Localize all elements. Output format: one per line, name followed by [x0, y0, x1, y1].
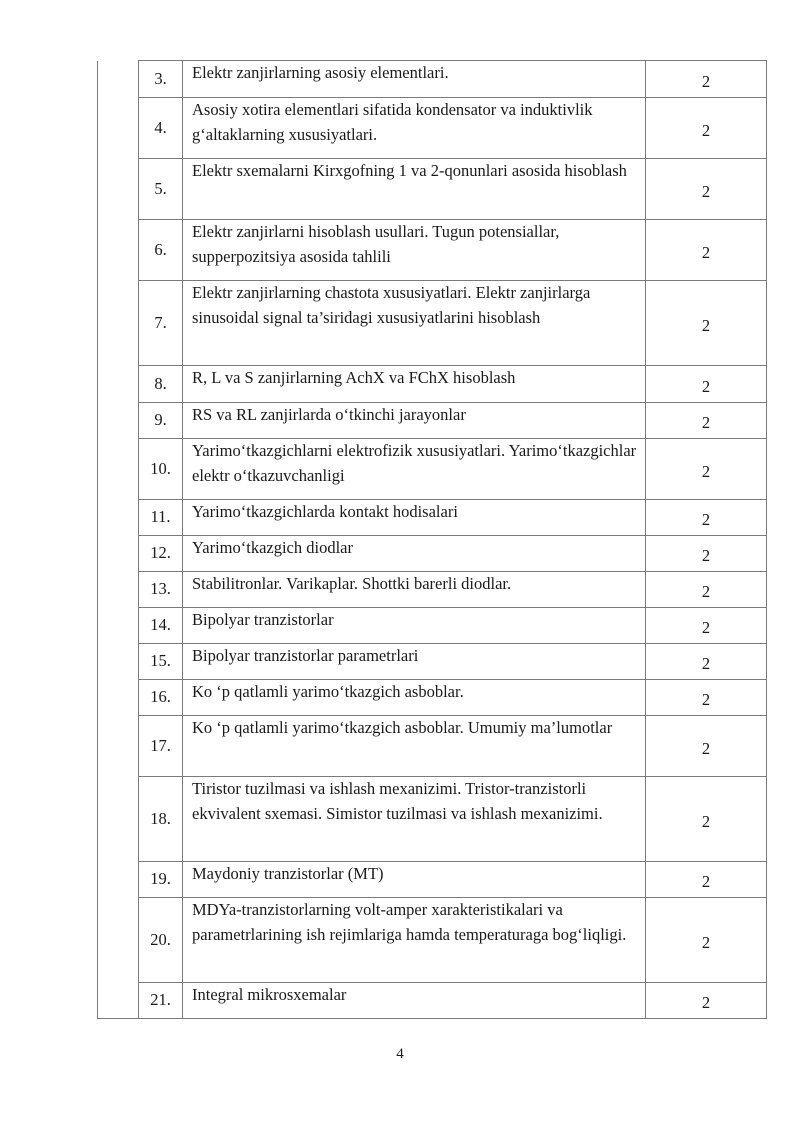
- table-row: [98, 220, 767, 281]
- table-row: [98, 439, 767, 500]
- table-row: [98, 159, 767, 220]
- topic-hours: 2: [646, 159, 767, 220]
- topic-title: Bipolyar tranzistorlar: [183, 608, 646, 644]
- topic-hours: 2: [646, 439, 767, 500]
- row-number: 5.: [139, 159, 183, 220]
- topic-hours: 2: [646, 777, 767, 862]
- topic-title: Maydoniy tranzistorlar (MT): [183, 862, 646, 898]
- topic-title: Elektr sxemalarni Kirxgofning 1 va 2-qonunlari asosida hisoblash: [183, 159, 646, 220]
- row-number: 7.: [139, 281, 183, 366]
- topic-title: Tiristor tuzilmasi va ishlash mexanizimi. Tristor-tranzistorli ekvivalent sxemasi. Simistor tuzilmasi va ishlash mexanizimi.: [183, 777, 646, 862]
- topic-hours: 2: [646, 716, 767, 777]
- topic-title: Yarimo‘tkazgich diodlar: [183, 536, 646, 572]
- topic-hours: 2: [646, 61, 767, 98]
- table-row: [98, 680, 767, 716]
- table-row: [98, 644, 767, 680]
- topic-hours: 2: [646, 983, 767, 1019]
- row-number: 3.: [139, 61, 183, 98]
- topic-title: Ko ‘p qatlamli yarimo‘tkazgich asboblar.: [183, 680, 646, 716]
- table-row: [98, 983, 767, 1019]
- merged-blank-cell: [98, 61, 139, 1019]
- row-number: 12.: [139, 536, 183, 572]
- row-number: 11.: [139, 500, 183, 536]
- row-number: 15.: [139, 644, 183, 680]
- row-number: 21.: [139, 983, 183, 1019]
- topic-hours: 2: [646, 281, 767, 366]
- topic-title: R, L va S zanjirlarning AchX va FChX hisoblash: [183, 366, 646, 403]
- row-number: 17.: [139, 716, 183, 777]
- topic-hours: 2: [646, 898, 767, 983]
- table-row: [98, 500, 767, 536]
- table-row: [98, 608, 767, 644]
- row-number: 20.: [139, 898, 183, 983]
- topic-hours: 2: [646, 500, 767, 536]
- topic-hours: 2: [646, 98, 767, 159]
- table-row: [98, 61, 767, 98]
- topic-title: Yarimo‘tkazgichlarni elektrofizik xususiyatlari. Yarimo‘tkazgichlar elektr o‘tkazuvchanligi: [183, 439, 646, 500]
- row-number: 18.: [139, 777, 183, 862]
- table-row: [98, 898, 767, 983]
- topic-hours: 2: [646, 862, 767, 898]
- table-row: [98, 98, 767, 159]
- topic-title: Bipolyar tranzistorlar parametrlari: [183, 644, 646, 680]
- row-number: 10.: [139, 439, 183, 500]
- table-row: [98, 403, 767, 439]
- topic-title: Elektr zanjirlarning asosiy elementlari.: [183, 61, 646, 98]
- table-row: [98, 366, 767, 403]
- page-number: 4: [396, 1046, 404, 1062]
- topic-title: MDYa-tranzistorlarning volt-amper xarakteristikalari va parametrlarining ish rejimlariga hamda temperaturaga bog‘liqligi.: [183, 898, 646, 983]
- table-row: [98, 281, 767, 366]
- row-number: 16.: [139, 680, 183, 716]
- topic-hours: 2: [646, 608, 767, 644]
- topic-title: Ko ‘p qatlamli yarimo‘tkazgich asboblar. Umumiy ma’lumotlar: [183, 716, 646, 777]
- row-number: 13.: [139, 572, 183, 608]
- topics-table: [97, 60, 767, 1019]
- topic-hours: 2: [646, 403, 767, 439]
- topics-table-body: [98, 61, 767, 1019]
- table-row: [98, 716, 767, 777]
- row-number: 19.: [139, 862, 183, 898]
- row-number: 9.: [139, 403, 183, 439]
- topic-title: Elektr zanjirlarning chastota xususiyatlari. Elektr zanjirlarga sinusoidal signal ta’siridagi xususiyatlarini hisoblash: [183, 281, 646, 366]
- topic-title: Yarimo‘tkazgichlarda kontakt hodisalari: [183, 500, 646, 536]
- row-number: 14.: [139, 608, 183, 644]
- topic-title: Integral mikrosxemalar: [183, 983, 646, 1019]
- topic-title: Stabilitronlar. Varikaplar. Shottki barerli diodlar.: [183, 572, 646, 608]
- topic-hours: 2: [646, 366, 767, 403]
- topic-hours: 2: [646, 536, 767, 572]
- topic-hours: 2: [646, 644, 767, 680]
- table-row: [98, 862, 767, 898]
- topic-title: Asosiy xotira elementlari sifatida kondensator va induktivlik g‘altaklarning xususiyatlari.: [183, 98, 646, 159]
- row-number: 4.: [139, 98, 183, 159]
- row-number: 6.: [139, 220, 183, 281]
- table-row: [98, 777, 767, 862]
- topic-hours: 2: [646, 680, 767, 716]
- topic-title: RS va RL zanjirlarda o‘tkinchi jarayonlar: [183, 403, 646, 439]
- table-row: [98, 536, 767, 572]
- row-number: 8.: [139, 366, 183, 403]
- table-row: [98, 572, 767, 608]
- topic-title: Elektr zanjirlarni hisoblash usullari. Tugun potensiallar, supperpozitsiya asosida tahlili: [183, 220, 646, 281]
- topic-hours: 2: [646, 220, 767, 281]
- topic-hours: 2: [646, 572, 767, 608]
